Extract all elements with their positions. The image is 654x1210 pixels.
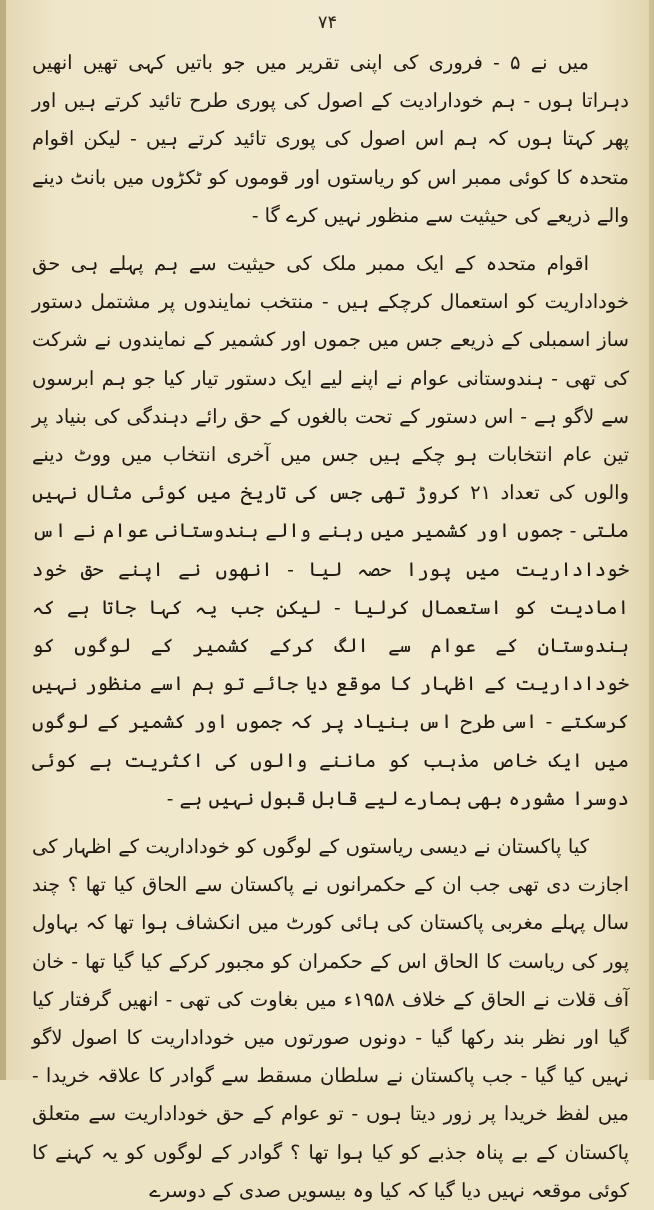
paragraph-1: میں نے ۵ - فروری کی اپنی تقریر میں جو باتیں کہی تھیں انھیں دہراتا ہوں - ہم خودارادیت کے اصول کی پوری طرح تائید کرتے ہیں اور پھر کہتا ہوں کہ ہم اس اصول کی پوری تائید کرتے ہیں - لیکن اقوام متحدہ کا کوئی ممبر اس کو ریاستوں اور قوموں کو ٹکڑوں میں بانٹ دینے والے ذریعے کی حیثیت سے منظور نہیں کرے گا - <box>32 51 629 227</box>
paragraph-2: اقوام متحدہ کے ایک ممبر ملک کی حیثیت سے ہم پہلے ہی حق خوداداریت کو استعمال کرچکے ہیں - منتخب نمایندوں پر مشتمل دستور ساز اسمبلی کے ذریعے جس میں جموں اور کشمیر کے نمایندوں نے شرکت کی تھی - ہندوستانی عوام نے اپنے لیے ایک دستور تیار کیا جو ہم ابرسوں سے لاگو ہے - اس دستور کے تحت بالغوں کے حق رائے دہندگی کی بنیاد پر تین عام انتخابات ہو چکے ہیں جس میں آخری انتخاب میں ووٹ دینے والوں کی تعداد ۲۱ کروڑ تھی جس کی تاریخ میں کوئی مثال نہیں ملتی - جموں اور کشمیر میں رہنے والے ہندوستانی عوام نے اس خوداداریت میں پورا حصہ لیا - انھوں نے اپنے حق خود امادیت کو استعمال کرلیا - لیکن جب یہ کہا جاتا ہے کہ ہندوستان کے عوام سے الگ کرکے کشمیر کے لوگوں کو خوداداریت کے اظہار کا موقع دیا جائے تو ہم اسے منظور نہیں کرسکتے - اسی طرح اس بنیاد پر کہ جموں اور کشمیر کے لوگوں میں ایک خاص مذہب کو ماننے والوں کی اکثریت ہے کوئی دوسرا مشورہ بھی ہمارے لیے قابل قبول نہیں ہے - <box>32 252 629 810</box>
page-number: ۷۴ <box>317 12 338 33</box>
paragraph-3: کیا پاکستان نے دیسی ریاستوں کے لوگوں کو خوداداریت کے اظہار کی اجازت دی تھی جب ان کے حکمرانوں نے پاکستان سے الحاق کیا تھا ؟ چند سال پہلے مغربی پاکستان کی ہائی کورٹ میں انکشاف ہوا تھا کہ بہاول پور کی ریاست کا الحاق اس کے حکمران کو مجبور کرکے کیا گیا تھا - خان آف قلات نے الحاق کے خلاف ۱۹۵۸ء میں بغاوت کی تھی - انھیں گرفتار کیا گیا اور نظر بند رکھا گیا - دونوں صورتوں میں خوداداریت کا اصول لاگو نہیں کیا گیا - جب پاکستان نے سلطان مسقط سے گوادر کا علاقہ خریدا - میں لفظ خریدا پر زور دیتا ہوں - تو عوام کے حق خوداداریت سے متعلق پاکستان کے بے پناہ جذبے کو کیا ہوا تھا ؟ گوادر کے لوگوں کو یہ کہنے کا کوئی موقعہ نہیں دیا گیا کہ کیا وہ بیسویں صدی کے دوسرے <box>32 835 629 1202</box>
urdu-body-text <box>32 44 629 1202</box>
